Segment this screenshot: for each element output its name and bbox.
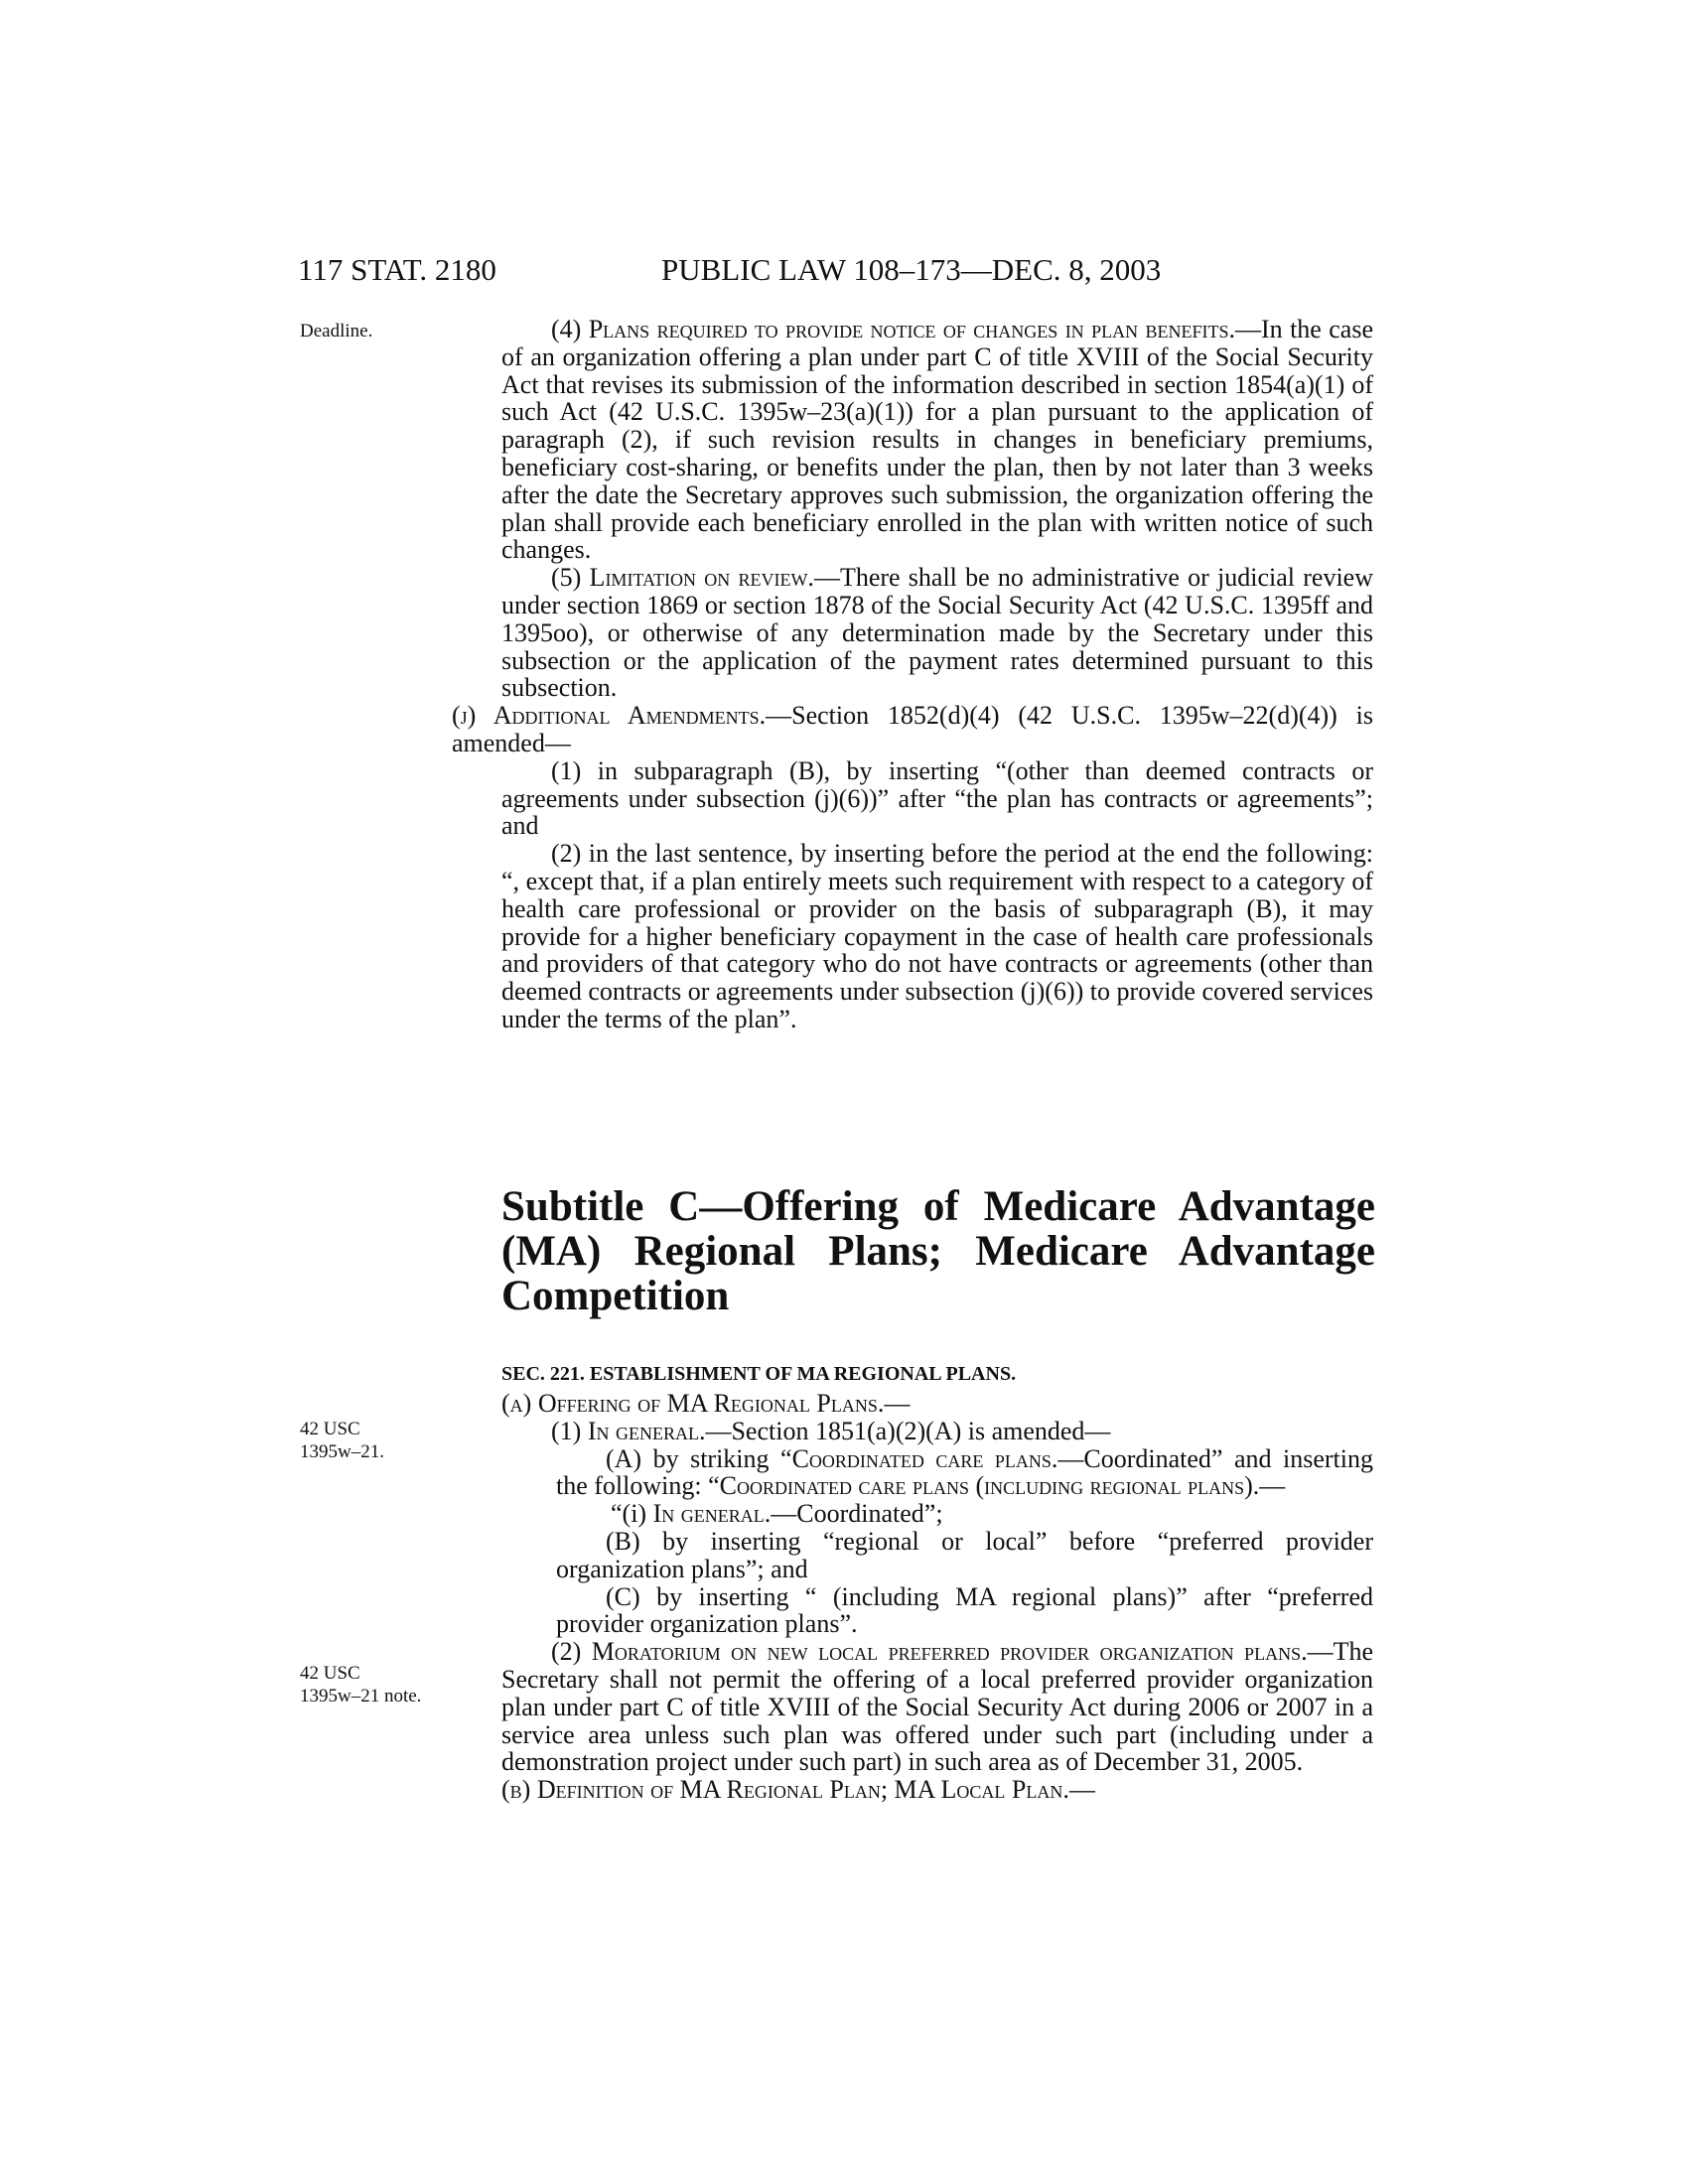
paragraph-a-1: (1) In general.—Section 1851(a)(2)(A) is amended— <box>551 1416 1111 1445</box>
paragraph-a-1-A: (A) by striking “Coordinated care plans.—Coordinated” and inserting the following: “Coordinated care plans (including regional plans).— <box>556 1443 1373 1501</box>
bottom-text-block <box>501 1390 1373 1804</box>
paragraph-b: (b) Definition of MA Regional Plan; MA Local Plan.— <box>501 1775 1095 1805</box>
margin-note-usc-1395w-21: 42 USC 1395w–21. <box>300 1419 384 1462</box>
top-text-block <box>452 315 1373 1033</box>
paragraph-j-2: (2) in the last sentence, by inserting before the period at the end the following: “, except that, if a plan entirely meets such requirement with respect to a category of health care professional or provider on the basis of subparagraph (B), it may provide for a higher beneficiary copayment in the case of health care professionals and providers of that category who do not have contracts or agreements (other than deemed contracts or agreements under subsection (j)(6)) to provide covered services under the terms of the plan”. <box>501 839 1373 1033</box>
margin-note-usc-1395w-21-note: 42 USC 1395w–21 note. <box>300 1663 422 1706</box>
running-header-title: PUBLIC LAW 108–173—DEC. 8, 2003 <box>661 252 1162 287</box>
paragraph-5: (5) Limitation on review.—There shall be no administrative or judicial review under section 1869 or section 1878 of the Social Security Act (42 U.S.C. 1395ff and 1395oo), or otherwise of any determination made by the Secretary under this subsection or the application of the payment rates determined pursuant to this subsection. <box>501 563 1373 703</box>
paragraph-a-1-B: (B) by inserting “regional or local” before “preferred provider organization plans”; and <box>556 1526 1373 1583</box>
margin-note-deadline: Deadline. <box>300 321 373 341</box>
paragraph-j: (j) Additional Amendments.—Section 1852(d)(4) (42 U.S.C. 1395w–22(d)(4)) is amended— <box>452 701 1373 757</box>
running-header <box>298 250 1390 290</box>
subtitle-heading: Subtitle C—Offering of Medicare Advantage (MA) Regional Plans; Medicare Advantage Competition <box>501 1183 1375 1319</box>
paragraph-a-1-C: (C) by inserting “ (including MA regional plans)” after “preferred provider organization plans”. <box>556 1581 1373 1639</box>
page-stat-number: 117 STAT. 2180 <box>298 252 496 287</box>
paragraph-a: (a) Offering of MA Regional Plans.— <box>501 1389 911 1418</box>
paragraph-a-1-A-i: “(i) In general.—Coordinated”; <box>611 1499 943 1529</box>
section-heading: SEC. 221. ESTABLISHMENT OF MA REGIONAL PLANS. <box>501 1363 1017 1385</box>
paragraph-j-1: (1) in subparagraph (B), by inserting “(other than deemed contracts or agreements under subsection (j)(6))” after “the plan has contracts or agreements”; and <box>501 755 1373 841</box>
paragraph-a-2: (2) Moratorium on new local preferred provider organization plans.—The Secretary shall not permit the offering of a local preferred provider organization plan under part C of title XVIII of the Social Security Act during 2006 or 2007 in a service area unless such plan was offered under such part (including under a demonstration project under such part) in such area as of December 31, 2005. <box>501 1637 1373 1777</box>
paragraph-4: (4) Plans required to provide notice of changes in plan benefits.—In the case of an organization offering a plan under part C of title XVIII of the Social Security Act that revises its submission of the information described in section 1854(a)(1) of such Act (42 U.S.C. 1395w–23(a)(1)) for a plan pursuant to the application of paragraph (2), if such revision results in changes in beneficiary premiums, beneficiary cost-sharing, or benefits under the plan, then by not later than 3 weeks after the date the Secretary approves such submission, the organization offering the plan shall provide each beneficiary enrolled in the plan with written notice of such changes. <box>501 315 1373 565</box>
